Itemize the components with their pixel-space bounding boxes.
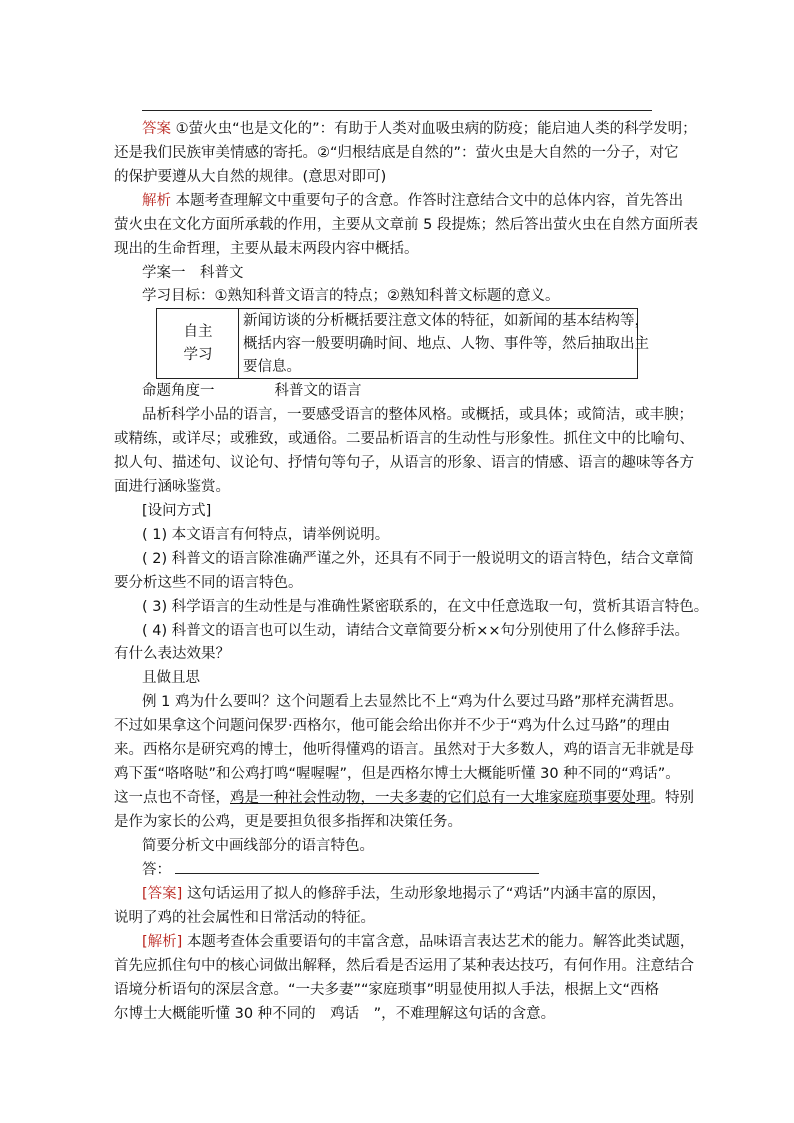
practice-header: 且做且思 (142, 670, 200, 686)
practice-line4: 鸡下蛋“咯咯哒”和公鸡打鸣“喔喔喔”，但是西格尔博士大概能听懂 30 种不同的“鸡话”。 (114, 766, 680, 782)
self-study-label-2: 学习 (183, 347, 213, 363)
angle-title: 科普文的语言 (274, 383, 362, 399)
underlined-sentence: 鸡是一种社会性动物，一夫多妻的它们总有一大堆家庭琐事要处理 (230, 790, 651, 806)
section-title: 学案一 科普文 (142, 265, 244, 281)
practice-line3: 来。西格尔是研究鸡的博士，他听得懂鸡的语言。虽然对于大多数人，鸡的语言无非就是母 (114, 742, 694, 758)
analysis2-line4: 尔博士大概能听懂 30 种不同的 鸡话 ”，不难理解这句话的含意。 (114, 1006, 556, 1022)
intro-line4: 面进行涵咏鉴赏。 (114, 479, 230, 495)
angle-label: 命题角度一 (142, 383, 215, 399)
question-4-line2: 有什么表达效果？ (114, 646, 230, 662)
answer1-line1: 答案 ①萤火虫“也是文化的”：有助于人类对血吸虫病的防疫；能启迪人类的科学发明； (142, 121, 697, 137)
analysis2-line2: 首先应抓住句中的核心词做出解释，然后看是否运用了某种表达技巧，有何作用。注意结合 (114, 958, 694, 974)
self-study-text-2: 概括内容一般要明确时间、地点、人物、事件等，然后抽取出主 (243, 336, 649, 352)
answer2-line2: 说明了鸡的社会属性和日常活动的特征。 (114, 910, 375, 926)
analysis2-label: [解析] (142, 934, 183, 950)
answer2-line1: [答案] 这句话运用了拟人的修辞手法，生动形象地揭示了“鸡话”内涵丰富的原因， (142, 886, 666, 902)
self-study-box (156, 308, 649, 379)
top-rule (142, 110, 652, 111)
self-study-text-1: 新闻访谈的分析概括要注意文体的特征，如新闻的基本结构等， (243, 313, 649, 329)
practice-line5: 这一点也不奇怪，鸡是一种社会性动物，一夫多妻的它们总有一大堆家庭琐事要处理。特别 (114, 790, 694, 806)
practice-line2: 不过如果拿这个问题问保罗·西格尔，他可能会给出你并不少于“鸡为什么过马路”的理由 (114, 718, 671, 734)
analysis1-line2: 萤火虫在文化方面所承载的作用，主要从文章前 5 段提炼；然后答出萤火虫在自然方面所表 (114, 217, 698, 233)
analysis2-line3: 语境分析语句的深层含意。“一夫多妻”“家庭琐事”明显使用拟人手法，根据上文“西格 (114, 982, 660, 998)
answer-blank[interactable] (175, 859, 539, 874)
analysis1-label: 解析 (142, 193, 171, 209)
practice-line6: 是作为家长的公鸡，更是要担负很多指挥和决策任务。 (114, 814, 462, 830)
answer1-line3: 的保护要遵从大自然的规律。(意思对即可) (114, 169, 387, 185)
answer1-label: 答案 (142, 121, 171, 137)
practice-task: 简要分析文中画线部分的语言特色。 (142, 838, 374, 854)
question-2-line1: ( 2) 科普文的语言除准确严谨之外，还具有不同于一般说明文的语言特色，结合文章简 (142, 551, 694, 567)
intro-line3: 拟人句、描述句、议论句、抒情句等句子，从语言的形象、语言的情感、语言的趣味等各方 (114, 455, 694, 471)
answer-prompt: 答： (142, 859, 539, 881)
answer1-line2: 还是我们民族审美情感的寄托。②“归根结底是自然的”：萤火虫是大自然的一分子，对它 (114, 145, 679, 161)
proposition-angle (142, 380, 362, 402)
self-study-text-3: 要信息。 (243, 359, 301, 375)
learning-goals: 学习目标：①熟知科普文语言的特点；②熟知科普文标题的意义。 (142, 288, 560, 304)
analysis1-line1: 解析 本题考查理解文中重要句子的含意。作答时注意结合文中的总体内容，首先答出 (142, 193, 684, 209)
questions-header: [设问方式] (142, 503, 212, 519)
question-4-line1: ( 4) 科普文的语言也可以生动，请结合文章简要分析××句分别使用了什么修辞手法。 (142, 623, 690, 639)
question-3: ( 3) 科学语言的生动性是与准确性紧密联系的，在文中任意选取一句，赏析其语言特色。 (142, 599, 709, 615)
question-1: ( 1) 本文语言有何特点，请举例说明。 (142, 527, 390, 543)
practice-line1: 例 1 鸡为什么要叫？这个问题看上去显然比不上“鸡为什么要过马路”那样充满哲思。 (142, 694, 683, 710)
question-2-line2: 要分析这些不同的语言特色。 (114, 575, 303, 591)
answer2-label: [答案] (142, 886, 183, 902)
self-study-label-1: 自主 (183, 324, 213, 340)
analysis1-line3: 现出的生命哲理，主要从最末两段内容中概括。 (114, 241, 419, 257)
intro-line1: 品析科学小品的语言，一要感受语言的整体风格。或概括，或具体；或简洁，或丰腴； (142, 407, 693, 423)
intro-line2: 或精练，或详尽；或雅致，或通俗。二要品析语言的生动性与形象性。抓住文中的比喻句、 (114, 431, 694, 447)
analysis2-line1: [解析] 本题考查体会重要语句的丰富含意，品味语言表达艺术的能力。解答此类试题， (142, 934, 695, 950)
